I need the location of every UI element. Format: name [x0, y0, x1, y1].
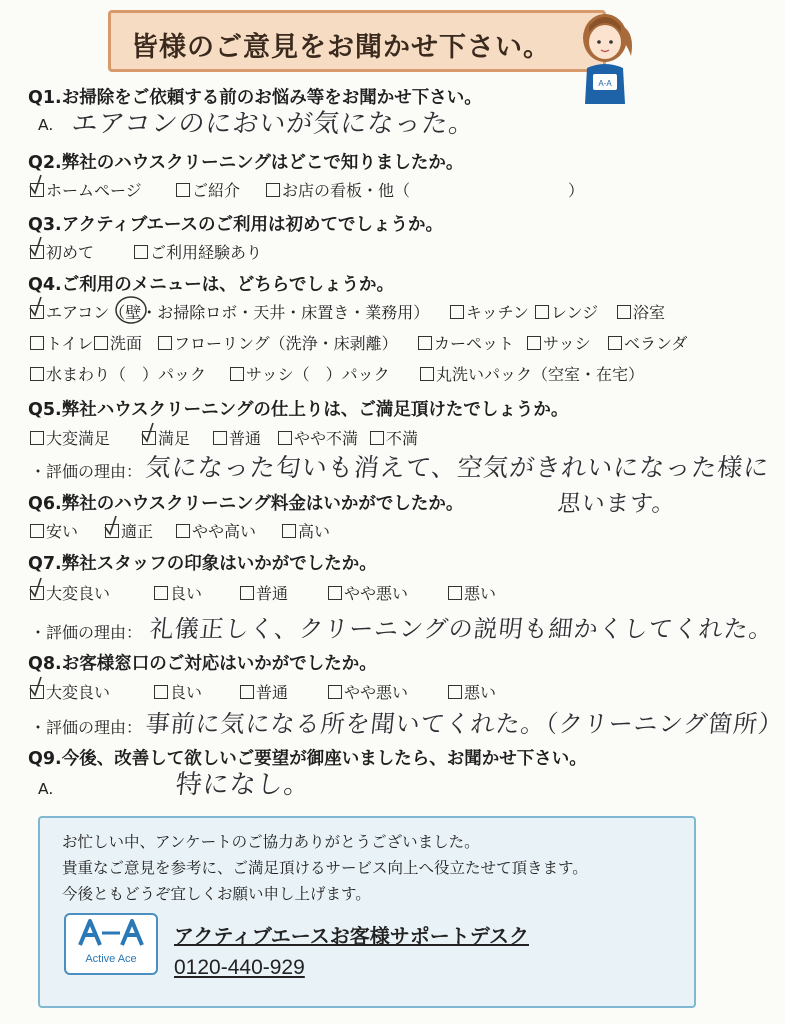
checkbox[interactable]: [30, 305, 44, 319]
option-label: 普通: [256, 683, 289, 702]
q2-option-other[interactable]: [266, 178, 410, 201]
q5-option-very-satisfied[interactable]: [30, 426, 110, 449]
checkbox[interactable]: [420, 367, 434, 381]
q8-option-somewhat-bad[interactable]: [328, 680, 408, 703]
footer-thanks: お忙しい中、アンケートのご協力ありがとうございました。: [62, 833, 480, 851]
support-desk-name: アクティブエースお客様サポートデスク: [174, 924, 529, 948]
q4-option-aircon[interactable]: [30, 300, 429, 323]
checkbox[interactable]: [370, 431, 384, 445]
q1-question: Q1.お掃除をご依頼する前のお悩み等をお聞かせ下さい。: [28, 88, 482, 108]
q8-option-bad[interactable]: [448, 680, 496, 703]
option-label: 良い: [170, 584, 203, 603]
checkbox[interactable]: [230, 367, 244, 381]
footer-box: [38, 816, 696, 1008]
option-label: 悪い: [464, 683, 497, 702]
q7-option-bad[interactable]: [448, 581, 496, 604]
header-banner: [108, 10, 606, 72]
option-label: 安い: [46, 522, 79, 541]
checkbox[interactable]: [448, 685, 462, 699]
q9-question: Q9.今後、改善して欲しいご要望が御座いましたら、お聞かせ下さい。: [28, 749, 587, 769]
checkbox[interactable]: [328, 685, 342, 699]
option-label: 良い: [170, 683, 203, 702]
checkmark-icon: [139, 422, 157, 444]
q5-option-normal[interactable]: [213, 426, 261, 449]
q4-option-flooring[interactable]: [158, 331, 398, 354]
checkbox[interactable]: [418, 336, 432, 350]
q7-question: Q7.弊社スタッフの印象はいかがでしたか。: [28, 554, 377, 574]
option-label: トイレ: [46, 334, 94, 353]
q6-option-expensive[interactable]: [282, 519, 330, 542]
checkbox[interactable]: [30, 367, 44, 381]
q9-answer-prefix: A.: [38, 780, 54, 798]
q3-option-first[interactable]: [30, 240, 94, 263]
checkmark-icon: [27, 236, 45, 258]
q5-option-satisfied[interactable]: [142, 426, 190, 449]
option-label: レンジ: [551, 303, 599, 322]
q7-option-somewhat-bad[interactable]: [328, 581, 408, 604]
checkbox[interactable]: [328, 586, 342, 600]
option-label: 初めて: [46, 243, 95, 262]
checkbox[interactable]: [30, 183, 44, 197]
option-label: エアコン（壁・お掃除ロボ・天井・床置き・業務用）: [46, 303, 430, 322]
option-label: やや悪い: [344, 584, 409, 603]
q7-option-good[interactable]: [154, 581, 202, 604]
checkbox[interactable]: [154, 685, 168, 699]
checkbox[interactable]: [535, 305, 549, 319]
q6-option-cheap[interactable]: [30, 519, 78, 542]
checkbox[interactable]: [240, 685, 254, 699]
checkmark-icon: [102, 515, 120, 537]
option-label: 大変良い: [46, 683, 111, 702]
company-logo: [64, 913, 158, 975]
q3-option-used-before[interactable]: [134, 240, 262, 263]
q2-option-referral[interactable]: [176, 178, 240, 201]
q5-question: Q5.弊社ハウスクリーニングの仕上りは、ご満足頂けたでしょうか。: [28, 400, 569, 420]
q2-option-other-close: ）: [568, 181, 585, 200]
checkbox[interactable]: [142, 431, 156, 445]
footer-closing: 今後ともどうぞ宜しくお願い申し上げます。: [62, 885, 371, 903]
option-label: カーペット: [434, 334, 515, 353]
option-label: 普通: [229, 429, 262, 448]
q6-option-somewhat-expensive[interactable]: [176, 519, 256, 542]
checkbox[interactable]: [30, 586, 44, 600]
option-label: やや高い: [192, 522, 257, 541]
q5-reason-label: ・評価の理由：: [30, 462, 143, 481]
logo-mark-icon: [74, 917, 150, 949]
q4-option-washroom[interactable]: [94, 331, 142, 354]
mascot-illustration: [575, 4, 635, 104]
page-title: 皆様のご意見をお聞かせ下さい。: [131, 32, 551, 63]
q8-option-very-good[interactable]: [30, 680, 110, 703]
q9-answer-handwritten: 特になし。: [174, 770, 313, 800]
q7-option-very-good[interactable]: [30, 581, 110, 604]
option-label: 大変満足: [46, 429, 111, 448]
q6-option-fair[interactable]: [105, 519, 153, 542]
option-label: お店の看板・他（: [282, 181, 411, 200]
q4-option-kitchen[interactable]: [450, 300, 529, 323]
option-label: やや不満: [294, 429, 359, 448]
q8-option-good[interactable]: [154, 680, 202, 703]
svg-text:A-A: A-A: [598, 79, 612, 88]
q8-option-normal[interactable]: [240, 680, 288, 703]
checkbox[interactable]: [450, 305, 464, 319]
checkmark-icon: [27, 577, 45, 599]
checkbox[interactable]: [240, 586, 254, 600]
checkbox[interactable]: [30, 524, 44, 538]
option-label: 丸洗いパック（空室・在宅）: [436, 365, 645, 384]
checkbox[interactable]: [30, 431, 44, 445]
option-label: 適正: [121, 522, 154, 541]
checkbox[interactable]: [30, 336, 44, 350]
option-label: キッチン: [466, 303, 529, 322]
option-label: 悪い: [464, 584, 497, 603]
checkmark-icon: [27, 676, 45, 698]
option-label: サッシ: [543, 334, 591, 353]
checkbox[interactable]: [617, 305, 631, 319]
q8-reason-label: ・評価の理由：: [30, 718, 143, 737]
q5-reason-handwritten-1: 気になった匂いも消えて、空気がきれいになった様に: [144, 453, 771, 482]
option-label: 高い: [298, 522, 331, 541]
q5-reason-handwritten-2: 思います。: [556, 491, 678, 517]
option-label: 水まわり（ ）パック: [46, 365, 207, 384]
option-label: ホームページ: [46, 181, 142, 200]
q7-option-normal[interactable]: [240, 581, 288, 604]
option-label: 普通: [256, 584, 289, 603]
option-label: フローリング（洗浄・床剥離）: [174, 334, 398, 353]
checkbox[interactable]: [213, 431, 227, 445]
option-label: サッシ（ ）パック: [246, 365, 390, 384]
q2-question: Q2.弊社のハウスクリーニングはどこで知りましたか。: [28, 153, 464, 173]
checkbox[interactable]: [176, 524, 190, 538]
q4-option-veranda[interactable]: [608, 331, 687, 354]
checkbox[interactable]: [158, 336, 172, 350]
q5-option-somewhat-dissatisfied[interactable]: [278, 426, 358, 449]
footer-message: 貴重なご意見を参考に、ご満足頂けるサービス向上へ役立たせて頂きます。: [62, 859, 588, 877]
option-label: 不満: [386, 429, 419, 448]
checkbox[interactable]: [176, 183, 190, 197]
checkmark-icon: [27, 174, 45, 196]
q8-question: Q8.お客様窓口のご対応はいかがでしたか。: [28, 654, 377, 674]
q4-option-water-pack[interactable]: [30, 362, 206, 385]
option-label: ご利用経験あり: [150, 243, 263, 262]
checkbox[interactable]: [154, 586, 168, 600]
q4-option-full-wash-pack[interactable]: [420, 362, 644, 385]
option-label: やや悪い: [344, 683, 409, 702]
option-label: 洗面: [110, 334, 143, 353]
q1-answer-handwritten: エアコンのにおいが気になった。: [70, 109, 478, 139]
checkbox[interactable]: [30, 685, 44, 699]
option-label: ご紹介: [192, 181, 241, 200]
checkbox[interactable]: [30, 245, 44, 259]
checkmark-icon: [27, 296, 45, 318]
q4-option-toilet[interactable]: [30, 331, 93, 354]
support-phone[interactable]: 0120-440-929: [174, 956, 305, 979]
checkbox[interactable]: [527, 336, 541, 350]
q6-question: Q6.弊社のハウスクリーニング料金はいかがでしたか。: [28, 494, 464, 514]
q4-option-carpet[interactable]: [418, 331, 514, 354]
checkbox[interactable]: [282, 524, 296, 538]
checkbox[interactable]: [266, 183, 280, 197]
checkbox[interactable]: [94, 336, 108, 350]
q4-option-sash-pack[interactable]: [230, 362, 390, 385]
checkbox[interactable]: [608, 336, 622, 350]
q4-option-sash[interactable]: [527, 331, 591, 354]
q4-question: Q4.ご利用のメニューは、どちらでしょうか。: [28, 275, 395, 295]
q8-reason-handwritten: 事前に気になる所を聞いてくれた。（クリーニング箇所）: [144, 710, 785, 738]
checkbox[interactable]: [105, 524, 119, 538]
q4-option-bath[interactable]: [617, 300, 665, 323]
q3-question: Q3.アクティブエースのご利用は初めてでしょうか。: [28, 215, 444, 235]
q2-option-homepage[interactable]: [30, 178, 142, 201]
checkbox[interactable]: [448, 586, 462, 600]
q7-reason-label: ・評価の理由：: [30, 623, 143, 642]
option-label: 大変良い: [46, 584, 111, 603]
q7-reason-handwritten: 礼儀正しく、クリーニングの説明も細かくしてくれた。: [148, 615, 776, 643]
logo-text: Active Ace: [85, 953, 137, 965]
option-label: 浴室: [633, 303, 666, 322]
circle-mark-icon: [114, 295, 148, 325]
q4-option-range[interactable]: [535, 300, 598, 323]
checkbox[interactable]: [278, 431, 292, 445]
q5-option-dissatisfied[interactable]: [370, 426, 418, 449]
q1-answer-prefix: A.: [38, 116, 54, 134]
option-label: ベランダ: [624, 334, 688, 353]
option-label: 満足: [158, 429, 191, 448]
checkbox[interactable]: [134, 245, 148, 259]
